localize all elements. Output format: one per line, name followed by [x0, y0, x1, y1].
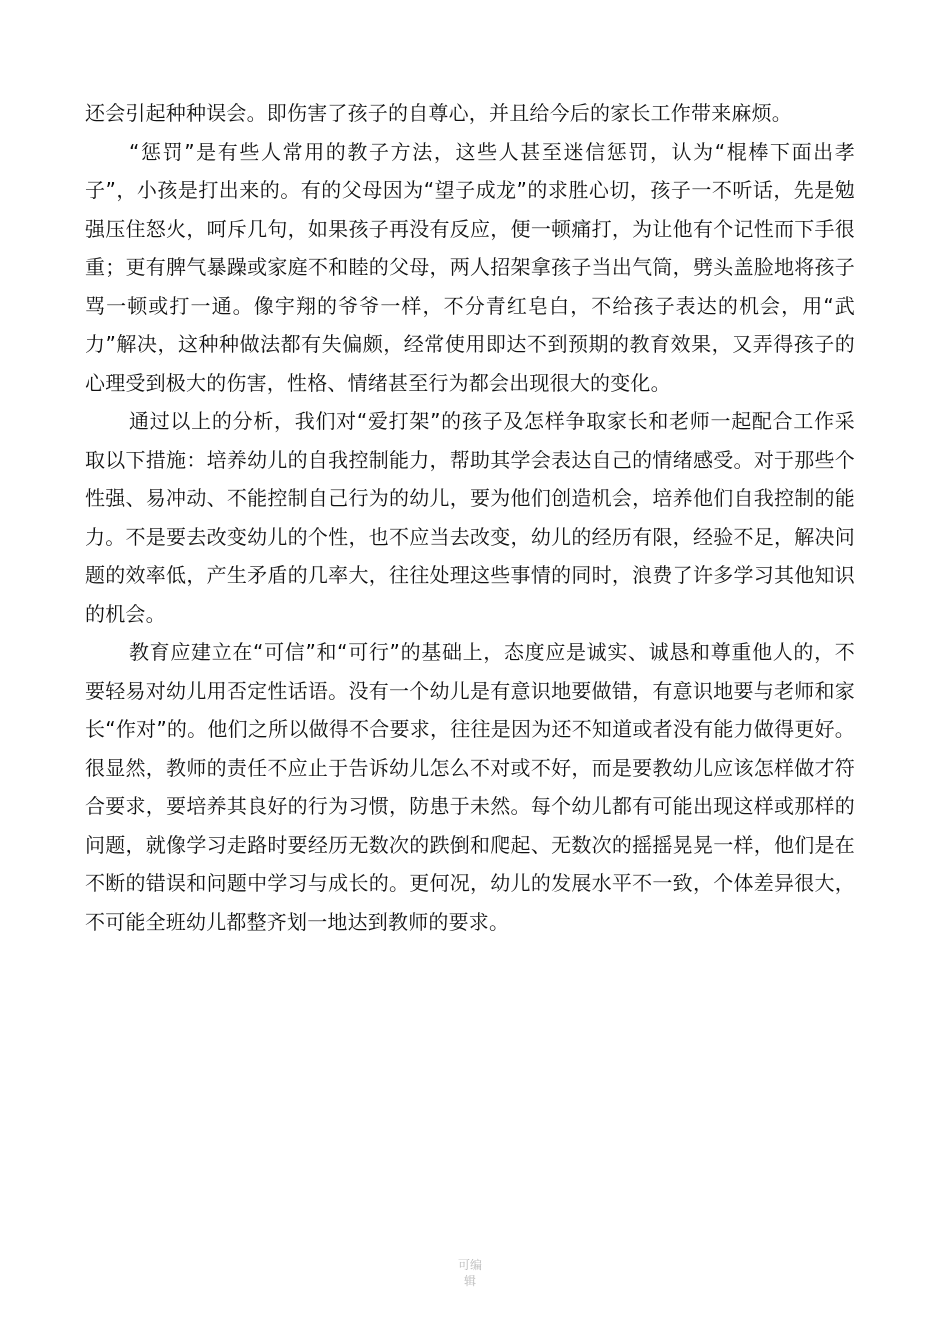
paragraph-punishment: “惩罚”是有些人常用的教子方法，这些人甚至迷信惩罚，认为“棍棒下面出孝子”，小孩是打出来的。有的父母因为“望子成龙”的求胜心切，孩子一不听话，先是勉强压住怒火，呵斥几句，如果孩子再没有反应，便一顿痛打，为让他有个记性而下手很重；更有脾气暴躁或家庭不和睦的父母，两人招架拿孩子当出气筒，劈头盖脸地将孩子骂一顿或打一通。像宇翔的爷爷一样，不分青红皂白，不给孩子表达的机会，用“武力”解决，这种种做法都有失偏颇，经常使用即达不到预期的教育效果，又弄得孩子的心理受到极大的伤害，性格、情绪甚至行为都会出现很大的变化。	[85, 139, 855, 395]
paragraph-education: 教育应建立在“可信”和“可行”的基础上，态度应是诚实、诚恳和尊重他人的，不要轻易对幼儿用否定性话语。没有一个幼儿是有意识地要做错，有意识地要与老师和家长“作对”的。他们之所以做得不合要求，往往是因为还不知道或者没有能力做得更好。很显然，教师的责任不应止于告诉幼儿怎么不对或不好，而是要教幼儿应该怎样做才符合要求，要培养其良好的行为习惯，防患于未然。每个幼儿都有可能出现这样或那样的问题，就像学习走路时要经历无数次的跌倒和爬起、无数次的摇摇晃晃一样，他们是在不断的错误和问题中学习与成长的。更何况，幼儿的发展水平不一致，个体差异很大，不可能全班幼儿都整齐划一地达到教师的要求。	[85, 640, 855, 934]
document-body	[85, 94, 855, 941]
paragraph-continuation: 还会引起种种误会。即伤害了孩子的自尊心，并且给今后的家长工作带来麻烦。	[85, 101, 792, 125]
paragraph-measures: 通过以上的分析，我们对“爱打架”的孩子及怎样争取家长和老师一起配合工作采取以下措施：培养幼儿的自我控制能力，帮助其学会表达自己的情绪感受。对于那些个性强、易冲动、不能控制自己行为的幼儿，要为他们创造机会，培养他们自我控制的能力。不是要去改变幼儿的个性，也不应当去改变，幼儿的经历有限，经验不足，解决问题的效率低，产生矛盾的几率大，往往处理这些事情的同时，浪费了许多学习其他知识的机会。	[85, 409, 855, 626]
editable-watermark: 可编辑	[457, 1258, 482, 1288]
